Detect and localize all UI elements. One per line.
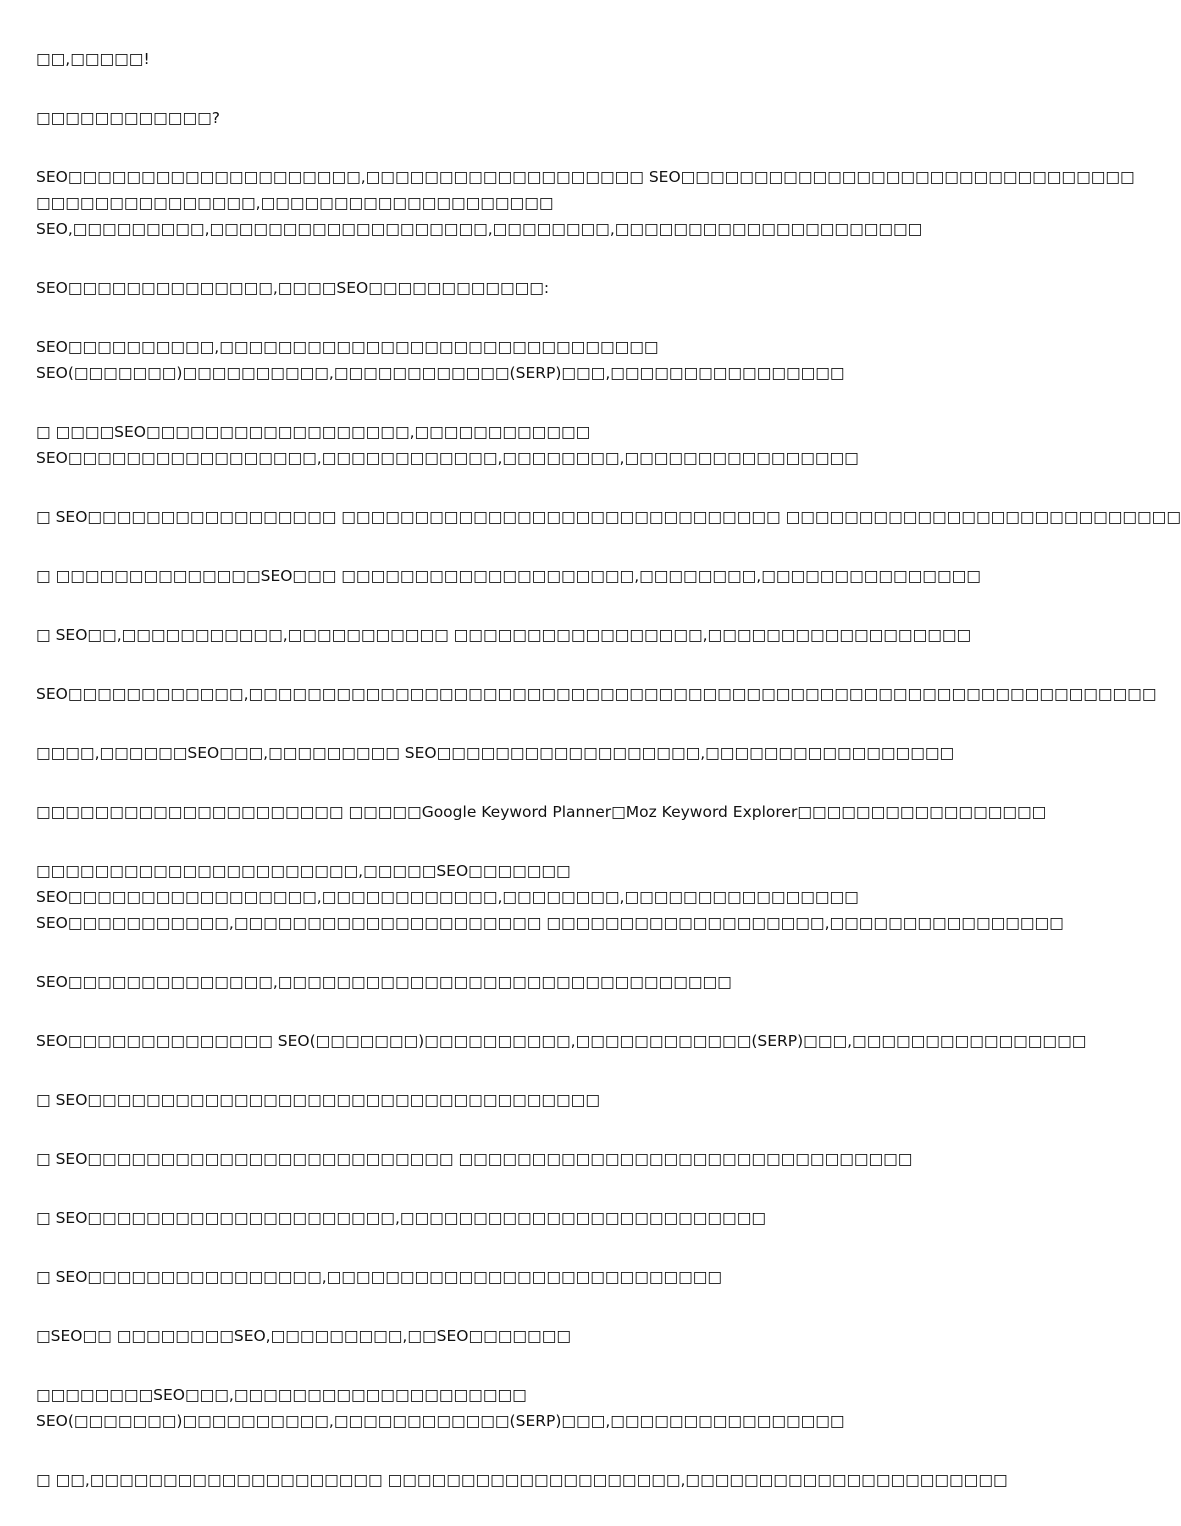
text-line: □ □□□□SEO□□□□□□□□□□□□□□□□□□,□□□□□□□□□□□□ xyxy=(36,423,591,441)
paragraph xyxy=(36,740,996,766)
paragraph xyxy=(36,1087,996,1113)
text-line: □□,□□□□□! xyxy=(36,50,150,68)
text-line: □ □□,□□□□□□□□□□□□□□□□□□□□ □□□□□□□□□□□□□□□□□□□□,□□□□□□□□□□□□□□□□□□□□□□ xyxy=(36,1471,1008,1489)
paragraph xyxy=(36,164,1135,242)
text-line: SEO□□□□□□□□□□□,□□□□□□□□□□□□□□□□□□□□□ □□□□□□□□□□□□□□□□□□□,□□□□□□□□□□□□□□□□ xyxy=(36,914,1064,932)
text-line: SEO□□□□□□□□□□□□□□□□□□□□,□□□□□□□□□□□□□□□□□□□ SEO□□□□□□□□□□□□□□□□□□□□□□□□□□□□□□□ xyxy=(36,168,1135,186)
text-line: □ SEO□□□□□□□□□□□□□□□□□ □□□□□□□□□□□□□□□□□□□□□□□□□□□□□□ □□□□□□□□□□□□□□□□□□□□□□□□□□□ xyxy=(36,508,1181,526)
paragraph xyxy=(36,799,1047,825)
text-line: SEO□□□□□□□□□□□□,□□□□□□□□□□□□□□□□□□□□□□□□□□□□□□□□□□□□□□□□□□□□□□□□□□□□□□□□□□□□□□ xyxy=(36,685,1157,703)
text-line: SEO□□□□□□□□□□□□□□□□□,□□□□□□□□□□□□,□□□□□□□□,□□□□□□□□□□□□□□□□ xyxy=(36,449,859,467)
paragraph xyxy=(36,504,1181,530)
text-line: SEO(□□□□□□□)□□□□□□□□□□,□□□□□□□□□□□□(SERP)□□□,□□□□□□□□□□□□□□□□ xyxy=(36,1412,845,1430)
paragraph xyxy=(36,681,1157,707)
text-line: SEO□□□□□□□□□□□□□□,□□□□□□□□□□□□□□□□□□□□□□□□□□□□□□□ xyxy=(36,973,732,991)
paragraph xyxy=(36,622,996,648)
text-line: SEO,□□□□□□□□□,□□□□□□□□□□□□□□□□□□□,□□□□□□□□,□□□□□□□□□□□□□□□□□□□□□ xyxy=(36,220,923,238)
paragraph xyxy=(36,1467,1008,1493)
text-line: SEO□□□□□□□□□□□□□□□□□,□□□□□□□□□□□□,□□□□□□□□,□□□□□□□□□□□□□□□□ xyxy=(36,888,859,906)
paragraph xyxy=(36,1028,1087,1054)
text-line: □ SEO□□□□□□□□□□□□□□□□□□□□□,□□□□□□□□□□□□□□□□□□□□□□□□□ xyxy=(36,1209,766,1227)
text-line: □ SEO□□□□□□□□□□□□□□□□,□□□□□□□□□□□□□□□□□□□□□□□□□□□ xyxy=(36,1268,723,1286)
paragraph xyxy=(36,334,996,386)
paragraph xyxy=(36,1382,996,1434)
paragraph xyxy=(36,419,996,471)
text-line: □□□□□□□□□□□□□□□,□□□□□□□□□□□□□□□□□□□□ xyxy=(36,194,554,212)
text-line: □ SEO□□□□□□□□□□□□□□□□□□□□□□□□□ □□□□□□□□□□□□□□□□□□□□□□□□□□□□□□□ xyxy=(36,1150,913,1168)
text-line: □□□□□□□□□□□□□□□□□□□□□□,□□□□□SEO□□□□□□□ xyxy=(36,862,571,880)
paragraph xyxy=(36,1205,996,1231)
text-line: □SEO□□ □□□□□□□□SEO,□□□□□□□□□,□□SEO□□□□□□□ xyxy=(36,1327,571,1345)
text-line: □ □□□□□□□□□□□□□□SEO□□□ □□□□□□□□□□□□□□□□□□□□,□□□□□□□□,□□□□□□□□□□□□□□□ xyxy=(36,567,981,585)
paragraph xyxy=(36,105,996,131)
paragraph xyxy=(36,275,996,301)
text-line: □□□□□□□□SEO□□□,□□□□□□□□□□□□□□□□□□□□ xyxy=(36,1386,527,1404)
paragraph xyxy=(36,1323,996,1349)
text-line: SEO(□□□□□□□)□□□□□□□□□□,□□□□□□□□□□□□(SERP)□□□,□□□□□□□□□□□□□□□□ xyxy=(36,364,845,382)
paragraph xyxy=(36,1146,996,1172)
text-line: SEO□□□□□□□□□□,□□□□□□□□□□□□□□□□□□□□□□□□□□□□□□ xyxy=(36,338,659,356)
text-line: □ SEO□□,□□□□□□□□□□□,□□□□□□□□□□□ □□□□□□□□□□□□□□□□□,□□□□□□□□□□□□□□□□□□ xyxy=(36,626,972,644)
text-line: SEO□□□□□□□□□□□□□□ SEO(□□□□□□□)□□□□□□□□□□,□□□□□□□□□□□□(SERP)□□□,□□□□□□□□□□□□□□□□ xyxy=(36,1032,1087,1050)
text-line: □ SEO□□□□□□□□□□□□□□□□□□□□□□□□□□□□□□□□□□□ xyxy=(36,1091,600,1109)
text-line: □□□□□□□□□□□□? xyxy=(36,109,220,127)
document-page xyxy=(36,46,1181,1526)
text-line: □□□□,□□□□□□SEO□□□,□□□□□□□□□ SEO□□□□□□□□□□□□□□□□□□,□□□□□□□□□□□□□□□□□ xyxy=(36,744,955,762)
paragraph xyxy=(36,563,996,589)
paragraph xyxy=(36,46,996,72)
paragraph xyxy=(36,969,996,995)
paragraph xyxy=(36,1264,996,1290)
text-line: SEO□□□□□□□□□□□□□□,□□□□SEO□□□□□□□□□□□□: xyxy=(36,279,550,297)
paragraph xyxy=(36,858,1064,936)
text-line: □□□□□□□□□□□□□□□□□□□□□ □□□□□Google Keyword Planner□Moz Keyword Explorer□□□□□□□□□□□□□□□□□ xyxy=(36,803,1047,821)
